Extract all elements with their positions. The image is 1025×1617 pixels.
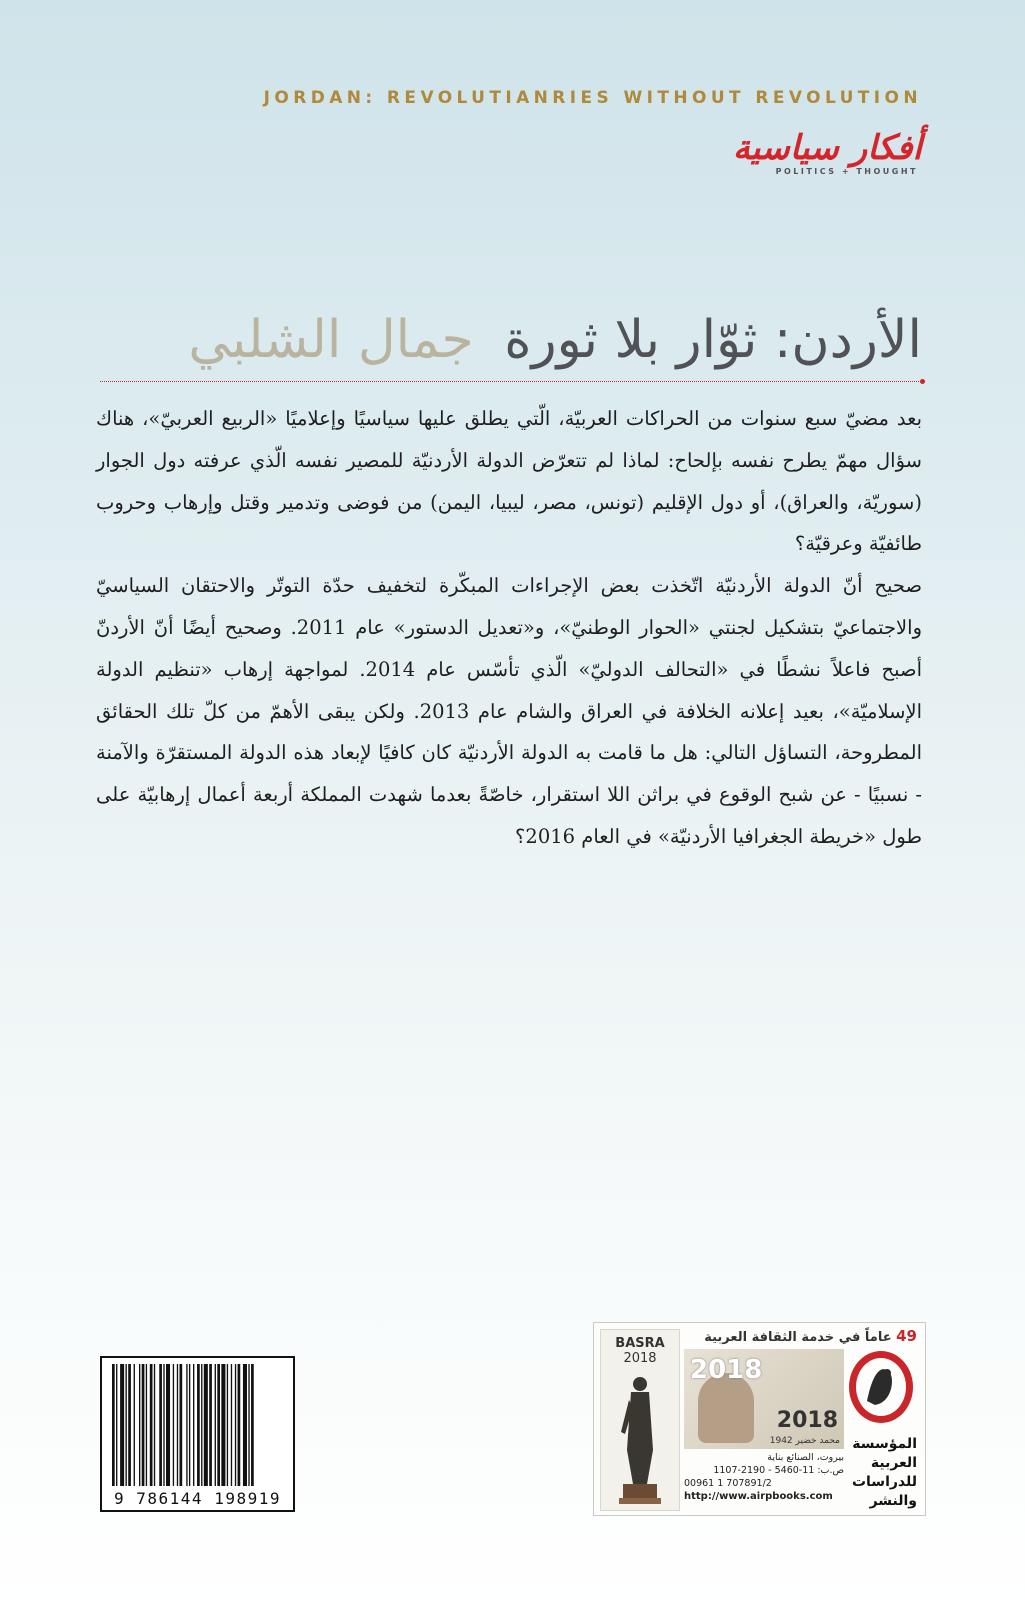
blurb-paragraph-1: بعد مضيّ سبع سنوات من الحراكات العربيّة، الّتي يطلق عليها سياسيًا وإعلاميًا «الربيع العربيّ»، هناك سؤال مهمّ يطرح نفسه بإلحاح: لماذا لم تتعرّض الدولة الأردنيّة للمصير نفسه الّذي عرفته دول الجوار (سوريّة، والعراق)، أو دول الإقليم (تونس، مصر، ليبيا، اليمن) من فوضى وتدمير وقتل وإرهاب وحروب طائفيّة وعرقيّة؟ [96,407,922,556]
book-title [96,292,922,388]
barcode-bar [154,1364,155,1486]
barcode-bar [251,1364,254,1486]
barcode-bar [209,1364,212,1486]
barcode-bar [146,1364,147,1486]
statue-icon [615,1372,665,1506]
publisher-emblem-icon [847,1349,915,1425]
barcode-bar [116,1364,117,1486]
barcode-bar [163,1364,164,1486]
isbn-number: 9 786144 198919 [114,1489,281,1508]
publisher-name-line-3: للدراسات [851,1474,917,1490]
barcode-bar [231,1364,232,1486]
barcode-bar [243,1364,247,1486]
english-title: JORDAN: REVOLUTIANRIES WITHOUT REVOLUTION [263,88,922,108]
basra-label: BASRA [615,1336,665,1351]
barcode-bar [227,1364,228,1486]
barcode-bars [108,1364,287,1488]
barcode-bar [177,1364,178,1486]
barcode-bar [142,1364,145,1486]
photo-year: 2018 [776,1408,838,1433]
barcode-bar [197,1364,200,1486]
barcode-bar [180,1364,183,1486]
barcode-bar [217,1364,220,1486]
basra-year: 2018 [623,1351,657,1366]
publisher-name [845,1435,917,1511]
barcode-bar [150,1364,153,1486]
photo-year-overlay: 2018 [690,1355,763,1385]
isbn-barcode [100,1356,295,1512]
barcode-bar [126,1364,127,1486]
barcode-bar [139,1364,140,1486]
publisher-name-line-1: المؤسسة [852,1436,917,1452]
blurb-text [96,398,922,858]
barcode-bar [159,1364,162,1486]
barcode-bar [215,1364,216,1486]
photo-caption: محمد خضير 1942 [769,1436,840,1446]
barcode-bar [201,1364,202,1486]
title-main: الأردن: ثوّار بلا ثورة [504,310,922,370]
anniversary-number: 49 [896,1327,917,1345]
barcode-bar [186,1364,187,1486]
anniversary-line [704,1327,917,1345]
publisher-po-box: ص.ب: 11-5460 - 2190-1107 [713,1465,844,1476]
barcode-bar [166,1364,170,1486]
barcode-bar [221,1364,225,1486]
barcode-bar [248,1364,249,1486]
barcode-bar [112,1364,115,1486]
anniversary-text: عاماً في خدمة الثقافة العربية [704,1330,892,1345]
publisher-contact [684,1451,844,1503]
series-logo-english: POLITICS + THOUGHT [775,167,918,176]
barcode-bar [235,1364,236,1486]
basra-stamp [600,1329,680,1511]
publisher-phone: 00961 1 707891/2 [684,1478,772,1489]
publisher-name-line-2: العربية [870,1455,917,1471]
barcode-bar [238,1364,241,1486]
barcode-bar [204,1364,208,1486]
series-logo-arabic: أفكار سياسية [732,128,922,168]
publisher-address: بيروت، الصنائع بناية [767,1452,844,1463]
series-logo [702,130,922,180]
blurb-paragraph-2: صحيح أنّ الدولة الأردنيّة اتّخذت بعض الإجراءات المبكّرة لتخفيف حدّة التوتّر والاحتقان السياسيّ والاجتماعيّ بتشكيل لجنتي «الحوار الوطنيّ»، و«تعديل الدستور» عام 2011. وصحيح أيضًا أنّ الأردنّ أصبح فاعلاً نشطًا في «التحالف الدوليّ» الّذي تأسّس عام 2014. لمواجهة إرهاب «تنظيم الدولة الإسلاميّة»، بعيد إعلانه الخلافة في العراق والشام عام 2013. ولكن يبقى الأهمّ من كلّ تلك الحقائق المطروحة، التساؤل التالي: هل ما قامت به الدولة الأردنيّة كان كافيًا لإبعاد هذه الدولة المستقرّة والآمنة - نسبيًا - عن شبح الوقوع في براثن اللا استقرار، خاصّةً بعدما شهدت المملكة أربعة أعمال إرهابيّة على طول «خريطة الجغرافيا الأردنيّة» في العام 2016؟ [96,574,922,848]
title-divider [100,381,923,382]
barcode-bar [120,1364,124,1486]
author-name: جمال الشلبي [188,310,474,370]
barcode-bar [173,1364,174,1486]
author-photo [684,1349,844,1449]
barcode-bar [134,1364,135,1486]
publisher-stamp [593,1322,926,1516]
barcode-bar [193,1364,194,1486]
barcode-bar [128,1364,131,1486]
barcode-bar [189,1364,190,1486]
publisher-website: http://www.airpbooks.com [684,1491,833,1502]
publisher-name-line-4: والنشر [869,1493,917,1509]
